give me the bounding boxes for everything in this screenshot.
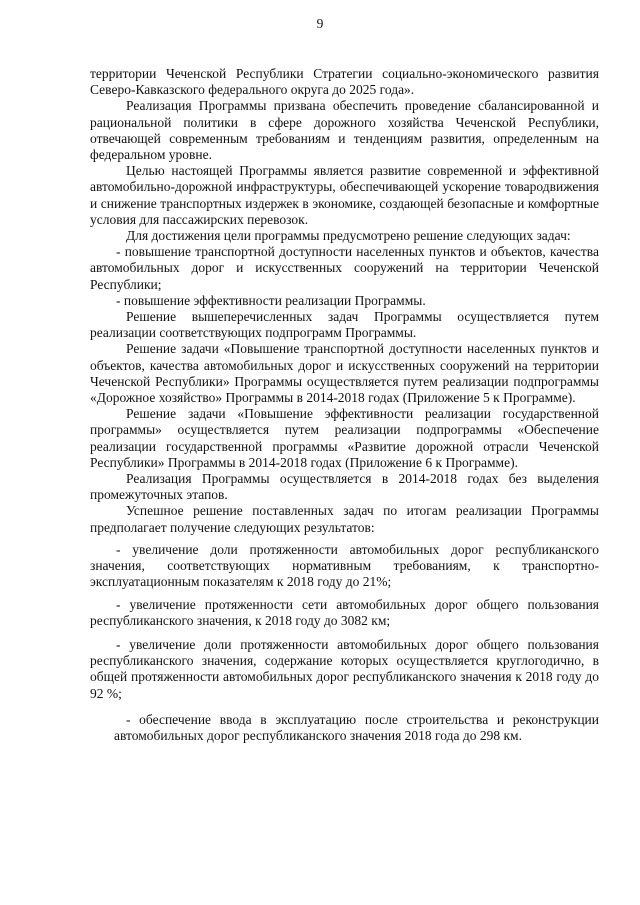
list-item-task-accessibility: - повышение транспортной доступности населенных пунктов и объектов, качества автомобильных дорог и искусственных сооружений на территории Чеченской Республики; — [90, 244, 599, 292]
paragraph-task-one-solution: Решение задачи «Повышение транспортной доступности населенных пунктов и объектов, качества автомобильных дорог и искусственных сооружений на территории Чеченской Республики» Программы осуществляется путем реализации подпрограммы «Дорожное хозяйство» Программы в 2014-2018 годах (Приложение 5 к Программе). — [90, 341, 599, 406]
paragraph-timeline: Реализация Программы осуществляется в 2014-2018 годах без выделения промежуточных этапов. — [90, 471, 599, 503]
list-item-task-efficiency: - повышение эффективности реализации Программы. — [116, 292, 426, 308]
paragraph-results-intro: Успешное решение поставленных задач по итогам реализации Программы предполагает получение следующих результатов: — [90, 503, 599, 535]
paragraph-continuation: территории Чеченской Республики Стратегии социально-экономического развития Северо-Кавказского федерального округа до 2025 года». — [90, 66, 599, 98]
page-number: 9 — [316, 16, 324, 31]
paragraph-task-two-solution: Решение задачи «Повышение эффективности реализации государственной программы» осуществляется путем реализации подпрограммы «Обеспечение реализации государственной программы «Развитие дорожной отрасли Чеченской Республики» Программы в 2014-2018 годах (Приложение 6 к Программе). — [90, 406, 599, 470]
paragraph-program-purpose: Реализация Программы призвана обеспечить проведение сбалансированной и рациональной политики в сфере дорожного хозяйства Чеченской Республики, отвечающей современным требованиям и тенденциям развития, определенным на федеральном уровне. — [90, 98, 599, 163]
paragraph-program-goal: Целью настоящей Программы является развитие современной и эффективной автомобильно-дорожной инфраструктуры, обеспечивающей ускорение товародвижения и снижение транспортных издержек в экономике, создающей безопасные и комфортные условия для пассажирских перевозок. — [90, 163, 599, 227]
list-item-result-commissioning: - обеспечение ввода в эксплуатацию после строительства и реконструкции автомобильных дорог республиканского значения 2018 года до 298 км. — [114, 711, 599, 743]
paragraph-tasks-intro: Для достижения цели программы предусмотрено решение следующих задач: — [126, 228, 571, 244]
paragraph-subprograms: Решение вышеперечисленных задач Программы осуществляется путем реализации соответствующих подпрограмм Программы. — [90, 309, 599, 341]
list-item-result-share-compliant: - увеличение доли протяженности автомобильных дорог республиканского значения, соответствующих нормативным требованиям, к транспортно-эксплуатационным показателям к 2018 году до 21%; — [90, 541, 599, 590]
list-item-result-network-length: - увеличение протяженности сети автомобильных дорог общего пользования республиканского значения, к 2018 году до 3082 км; — [90, 596, 599, 628]
document-body — [90, 66, 599, 744]
list-item-result-year-round-maintenance: - увеличение доли протяженности автомобильных дорог общего пользования республиканского значения, содержание которых осуществляется круглогодично, в общей протяженности автомобильных дорог республиканского значения к 2018 году до 92 %; — [90, 636, 599, 701]
